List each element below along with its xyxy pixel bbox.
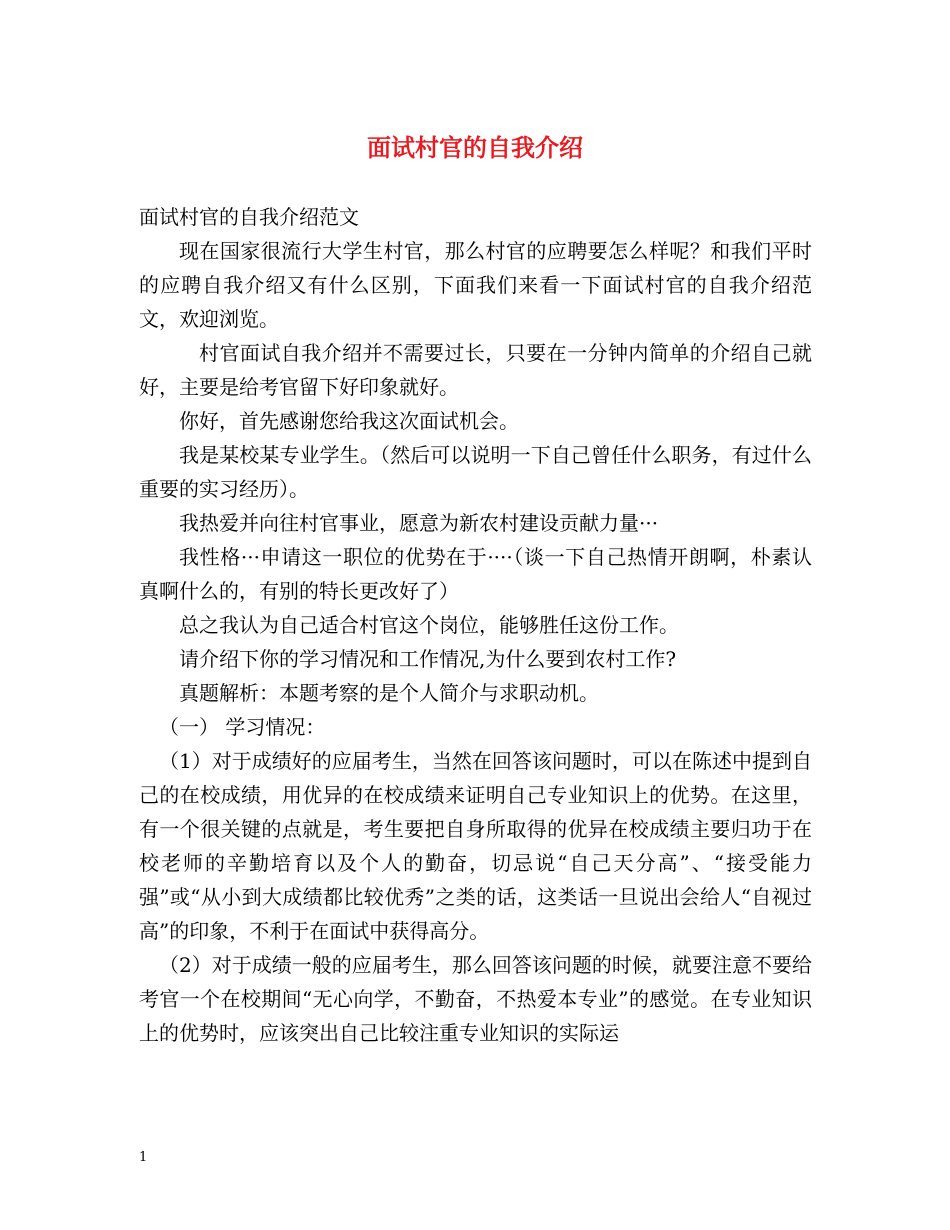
page-number: 1: [139, 1150, 148, 1165]
paragraph: （1）对于成绩好的应届考生，当然在回答该问题时，可以在陈述中提到自己的在校成绩，用优异的在校成绩来证明自己专业知识上的优势。在这里，有一个很关键的点就是，考生要把自身所取得的优异在校成绩主要归功于在校老师的辛勤培育以及个人的勤奋，切忌说“自己天分高”、“接受能力强”或“从小到大成绩都比较优秀”之类的话，这类话一旦说出会给人“自视过高”的印象，不利于在面试中获得高分。: [139, 749, 812, 943]
paragraph: （2）对于成绩一般的应届考生，那么回答该问题的时候，就要注意不要给考官一个在校期间“无心向学，不勤奋，不热爱本专业”的感觉。在专业知识上的优势时，应该突出自己比较注重专业知识的实际运: [139, 953, 812, 1045]
section-heading: （一） 学习情况：: [159, 715, 326, 739]
paragraph: 我性格···申请这一职位的优势在于····（谈一下自己热情开朗啊，朴素认真啊什么的，有别的特长更改好了）: [139, 545, 812, 603]
intro-paragraph: 现在国家很流行大学生村官，那么村官的应聘要怎么样呢？和我们平时的应聘自我介绍又有什么区别，下面我们来看一下面试村官的自我介绍范文，欢迎浏览。: [139, 239, 812, 331]
paragraph: 你好，首先感谢您给我这次面试机会。: [179, 409, 519, 433]
subtitle-paragraph: 面试村官的自我介绍范文: [139, 205, 359, 229]
paragraph: 村官面试自我介绍并不需要过长，只要在一分钟内简单的介绍自己就好，主要是给考官留下好印象就好。: [139, 341, 812, 399]
paragraph: 请介绍下你的学习情况和工作情况,为什么要到农村工作?: [179, 647, 677, 671]
document-body: [139, 200, 812, 1050]
paragraph: 真题解析：本题考察的是个人简介与求职动机。: [179, 681, 599, 705]
document-title: 面试村官的自我介绍: [367, 133, 583, 162]
paragraph: 总之我认为自己适合村官这个岗位，能够胜任这份工作。: [179, 613, 679, 637]
paragraph: 我热爱并向往村官事业，愿意为新农村建设贡献力量···: [179, 511, 659, 535]
paragraph: 我是某校某专业学生。（然后可以说明一下自己曾任什么职务，有过什么重要的实习经历）。: [139, 443, 812, 501]
